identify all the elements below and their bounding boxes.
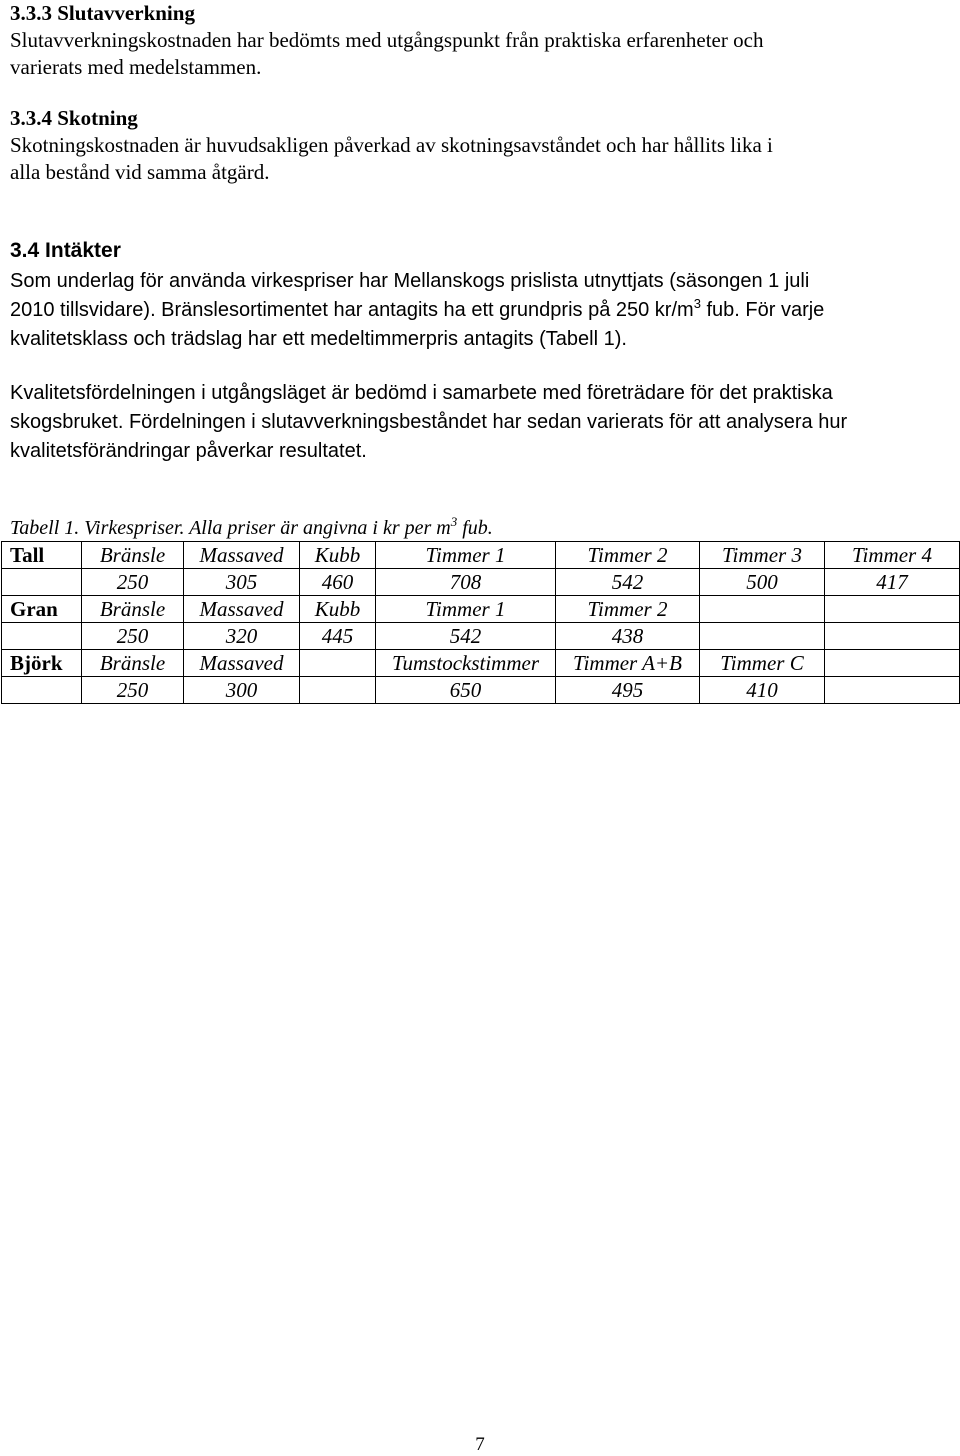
table-cell bbox=[825, 596, 960, 623]
table-cell bbox=[825, 677, 960, 704]
table-cell: Timmer C bbox=[700, 650, 825, 677]
price-table bbox=[1, 541, 960, 704]
table-cell: 495 bbox=[556, 677, 700, 704]
page-number: 7 bbox=[475, 1434, 485, 1455]
table-cell: 500 bbox=[700, 569, 825, 596]
heading-skotning: 3.3.4 Skotning bbox=[10, 106, 138, 130]
species-cell bbox=[2, 623, 82, 650]
table-cell bbox=[825, 623, 960, 650]
paragraph-virkespriser bbox=[10, 267, 824, 354]
table-row bbox=[2, 569, 960, 596]
paragraph-line bbox=[10, 296, 824, 325]
species-cell bbox=[2, 677, 82, 704]
table-cell: Timmer 1 bbox=[376, 596, 556, 623]
paragraph-kvalitet bbox=[10, 379, 847, 466]
caption-text bbox=[10, 514, 493, 539]
species-cell bbox=[2, 569, 82, 596]
table-cell: Timmer 3 bbox=[700, 542, 825, 569]
table-cell: 650 bbox=[376, 677, 556, 704]
table-row bbox=[2, 650, 960, 677]
superscript: 3 bbox=[693, 296, 701, 311]
table-cell: 300 bbox=[184, 677, 300, 704]
table-row bbox=[2, 623, 960, 650]
text-run: fub. bbox=[457, 517, 493, 539]
table-caption bbox=[10, 514, 493, 539]
species-cell: Tall bbox=[2, 542, 82, 569]
table-cell: Kubb bbox=[300, 596, 376, 623]
table-cell: 460 bbox=[300, 569, 376, 596]
table-cell: Bränsle bbox=[82, 542, 184, 569]
table-cell: Timmer A+B bbox=[556, 650, 700, 677]
paragraph-line: Kvalitetsfördelningen i utgångsläget är bedömd i samarbete med företrädare för det praktiska bbox=[10, 382, 833, 404]
table-cell: 250 bbox=[82, 569, 184, 596]
table-cell: Bränsle bbox=[82, 650, 184, 677]
table-cell: 320 bbox=[184, 623, 300, 650]
section-3-4 bbox=[10, 237, 121, 264]
paragraph-line: skogsbruket. Fördelningen i slutavverkningsbeståndet har sedan varierats för att analysera hur bbox=[10, 411, 848, 433]
table-cell: 410 bbox=[700, 677, 825, 704]
table-row bbox=[2, 596, 960, 623]
text-run: fub. För varje bbox=[700, 299, 825, 321]
table-cell bbox=[825, 650, 960, 677]
table-cell: Tumstockstimmer bbox=[376, 650, 556, 677]
heading-slutavverkning: 3.3.3 Slutavverkning bbox=[10, 1, 195, 25]
table-cell: Bränsle bbox=[82, 596, 184, 623]
table-cell: Timmer 1 bbox=[376, 542, 556, 569]
table-cell: Timmer 2 bbox=[556, 542, 700, 569]
paragraph-line: alla bestånd vid samma åtgärd. bbox=[10, 160, 270, 184]
paragraph-line: varierats med medelstammen. bbox=[10, 55, 262, 79]
section-3-3-4 bbox=[10, 105, 773, 186]
table-cell bbox=[300, 650, 376, 677]
table-cell: Timmer 4 bbox=[825, 542, 960, 569]
table-cell: 417 bbox=[825, 569, 960, 596]
table-cell: 438 bbox=[556, 623, 700, 650]
paragraph-line: kvalitetsförändringar påverkar resultatet. bbox=[10, 440, 367, 462]
price-table-body bbox=[2, 542, 960, 704]
table-cell: 708 bbox=[376, 569, 556, 596]
table-cell: 445 bbox=[300, 623, 376, 650]
section-3-3-3 bbox=[10, 0, 763, 81]
table-row bbox=[2, 542, 960, 569]
table-cell: 250 bbox=[82, 623, 184, 650]
paragraph-line: kvalitetsklass och trädslag har ett medeltimmerpris antagits (Tabell 1). bbox=[10, 328, 627, 350]
table-cell: 542 bbox=[556, 569, 700, 596]
table-cell bbox=[700, 623, 825, 650]
table-cell: 250 bbox=[82, 677, 184, 704]
paragraph-line: Skotningskostnaden är huvudsakligen påverkad av skotningsavståndet och har hållits lika i bbox=[10, 133, 773, 157]
paragraph-line: Slutavverkningskostnaden har bedömts med utgångspunkt från praktiska erfarenheter och bbox=[10, 28, 764, 52]
superscript: 3 bbox=[450, 514, 458, 529]
table-cell bbox=[300, 677, 376, 704]
table-cell: Massaved bbox=[184, 542, 300, 569]
table-row bbox=[2, 677, 960, 704]
table-cell: 542 bbox=[376, 623, 556, 650]
table-cell: Kubb bbox=[300, 542, 376, 569]
table-cell: 305 bbox=[184, 569, 300, 596]
table-cell: Timmer 2 bbox=[556, 596, 700, 623]
heading-intakter: 3.4 Intäkter bbox=[10, 239, 121, 262]
table-cell bbox=[700, 596, 825, 623]
table-cell: Massaved bbox=[184, 650, 300, 677]
paragraph-line: Som underlag för använda virkespriser har Mellanskogs prislista utnyttjats (säsongen 1 juli bbox=[10, 270, 810, 292]
table-cell: Massaved bbox=[184, 596, 300, 623]
text-run: 2010 tillsvidare). Bränslesortimentet har antagits ha ett grundpris på 250 kr/m bbox=[10, 299, 694, 321]
text-run: Tabell 1. Virkespriser. Alla priser är angivna i kr per m bbox=[10, 517, 451, 539]
species-cell: Björk bbox=[2, 650, 82, 677]
species-cell: Gran bbox=[2, 596, 82, 623]
